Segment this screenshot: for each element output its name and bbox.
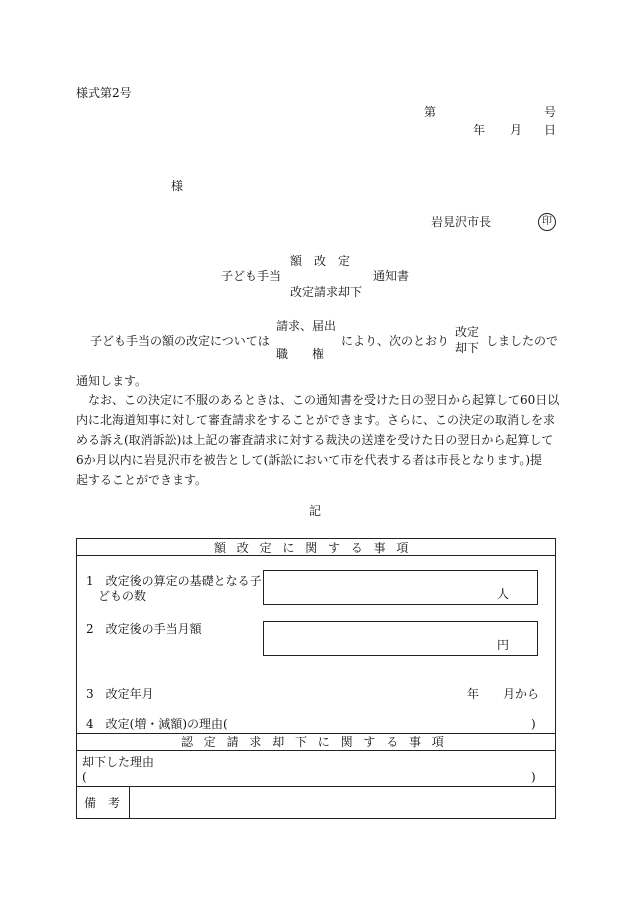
title-prefix: 子ども手当 (221, 269, 282, 283)
intro-option-lower: 職 権 (276, 347, 325, 361)
date-day: 日 (544, 123, 557, 137)
intro-continuation: 通知します。 (76, 374, 148, 388)
notice-line: 起することができます。 (76, 473, 208, 487)
item1-unit: 人 (496, 587, 509, 601)
title-suffix: 通知書 (373, 269, 410, 283)
item2-unit: 円 (496, 638, 509, 652)
item3-label: 3 改定年月 (86, 687, 154, 701)
notice-line: める訴え(取消訴訟)は上記の審査請求に対する裁決の送達を受けた日の翌日から起算して (76, 433, 554, 447)
item1-label-line1: 1 改定後の算定の基礎となる子 (86, 574, 262, 588)
reject-close-paren: ) (531, 770, 536, 784)
remarks-label: 備 考 (84, 796, 121, 810)
issuer-name: 岩見沢市長 (431, 215, 492, 229)
item4-close-paren: ) (531, 717, 536, 731)
notice-paragraph (76, 390, 560, 490)
addressee-suffix: 様 (171, 179, 184, 193)
intro-option2-upper: 改定 (455, 325, 480, 339)
notice-line: 6か月以内に岩見沢市を被告として(訴訟において市を代表する者は市長となります。)提 (76, 453, 543, 467)
ki-marker: 記 (309, 504, 322, 518)
date-month: 月 (510, 123, 523, 137)
item1-label-line2: どもの数 (98, 589, 147, 603)
intro-option2-lower: 却下 (455, 341, 480, 355)
intro-part1: 子ども手当の額の改定については (90, 334, 270, 348)
divider (76, 733, 556, 734)
title-option-upper: 額 改 定 (290, 254, 351, 268)
item3-month-from: 月から (503, 687, 540, 701)
section1-header: 額改定に関する事項 (214, 541, 420, 555)
seal-mark: 印 (538, 213, 556, 231)
section2-header: 認定請求却下に関する事項 (181, 735, 455, 749)
divider (76, 750, 556, 751)
item1-child-count-field[interactable] (263, 570, 538, 605)
item4-label: 4 改定(増・減額)の理由( (86, 717, 228, 731)
notice-line: なお、この決定に不服のあるときは、この通知書を受けた日の翌日から起算して60日以 (88, 393, 560, 407)
item2-label: 2 改定後の手当月額 (86, 622, 202, 636)
doc-number-suffix: 号 (544, 105, 557, 119)
intro-option-upper: 請求、届出 (276, 319, 337, 333)
remarks-field[interactable] (131, 788, 554, 817)
reject-open-paren: ( (82, 770, 87, 784)
intro-part2: により、次のとおり (341, 334, 450, 348)
reject-reason-label: 却下した理由 (82, 755, 155, 769)
remarks-divider (129, 786, 130, 819)
item3-year: 年 (467, 687, 480, 701)
doc-number-prefix: 第 (424, 105, 437, 119)
date-year: 年 (473, 123, 486, 137)
item2-allowance-field[interactable] (263, 621, 538, 656)
divider (76, 786, 556, 787)
intro-part3: しましたので (486, 334, 559, 348)
notice-line: 内に北海道知事に対して審査請求をすることができます。さらに、この決定の取消しを求 (76, 413, 556, 427)
form-number: 様式第2号 (76, 86, 132, 100)
divider (76, 555, 556, 556)
title-option-lower: 改定請求却下 (290, 285, 363, 299)
